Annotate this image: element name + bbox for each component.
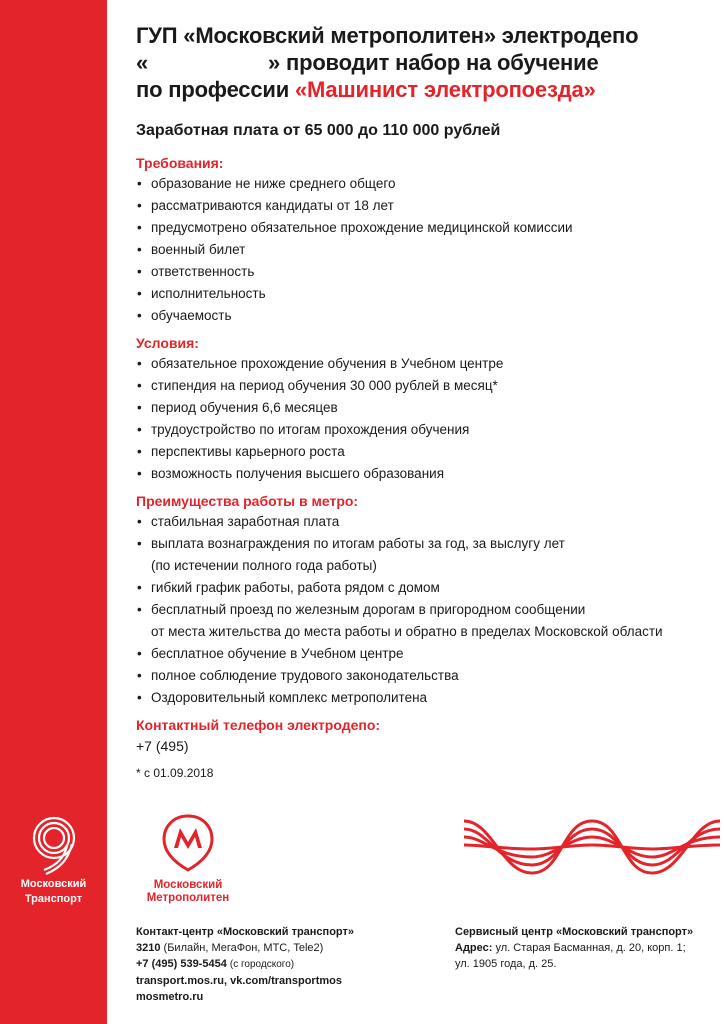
footnote: * с 01.09.2018: [136, 766, 214, 780]
requirements-heading: Требования:: [136, 155, 224, 171]
moscow-transport-logo: [0, 814, 107, 906]
list-item-line1: • бесплатный проезд по железным дорогам в пригородном сообщении: [151, 602, 586, 617]
list-item: • трудоустройство по итогам прохождения обучения: [136, 419, 716, 441]
list-item: • обучаемость: [136, 305, 716, 327]
benefits-list: [136, 511, 716, 709]
salary-line: Заработная плата от 65 000 до 110 000 рублей: [136, 122, 501, 139]
list-item: • Оздоровительный комплекс метрополитена: [136, 687, 716, 709]
requirements-list: [136, 173, 716, 327]
profession-name: «Машинист электропоезда»: [294, 77, 596, 102]
list-item: • предусмотрено обязательное прохождение медицинской комиссии: [136, 217, 716, 239]
contact-center-title: Контакт-центр «Московский транспорт»: [136, 926, 354, 938]
title-line2-close: » проводит набор на обучение: [268, 50, 599, 75]
moscow-metro-logo: [138, 812, 238, 905]
address-line2: ул. 1905 года, д. 25.: [455, 958, 557, 970]
list-item-line2: (по истечении полного года работы): [151, 558, 377, 573]
contact-center-block: [136, 924, 354, 1005]
service-center-block: [455, 924, 693, 972]
list-item: • военный билет: [136, 239, 716, 261]
contact-center-phone: +7 (495) 539-5454: [136, 958, 227, 970]
conditions-heading: Условия:: [136, 335, 199, 351]
short-number: 3210: [136, 942, 161, 954]
list-item: • бесплатное обучение в Учебном центре: [136, 643, 716, 665]
list-item: • стипендия на период обучения 30 000 рублей в месяц*: [136, 375, 716, 397]
wave-pattern-icon: [462, 815, 722, 879]
metro-m-icon: [158, 812, 218, 874]
list-item: • возможность получения высшего образования: [136, 463, 716, 485]
metro-website-link[interactable]: mosmetro.ru: [136, 991, 204, 1003]
list-item: [136, 599, 716, 643]
list-item: • период обучения 6,6 месяцев: [136, 397, 716, 419]
title-line1: ГУП «Московский метрополитен» электродепо: [136, 23, 639, 48]
list-item: • стабильная заработная плата: [136, 511, 716, 533]
title-line2-open: «: [136, 50, 149, 75]
list-item: • гибкий график работы, работа рядом с домом: [136, 577, 716, 599]
address-line1: ул. Старая Басманная, д. 20, корп. 1;: [495, 942, 686, 954]
list-item-line2: от места жительства до места работы и обратно в пределах Московской области: [151, 624, 663, 639]
list-item: • обязательное прохождение обучения в Учебном центре: [136, 353, 716, 375]
transport-logo-line2: Транспорт: [24, 893, 83, 905]
main-content: [136, 22, 716, 781]
list-item: • рассматриваются кандидаты от 18 лет: [136, 195, 716, 217]
metro-logo-line2: Метрополитен: [146, 892, 230, 904]
conditions-list: [136, 353, 716, 485]
title-line3-prefix: по профессии: [136, 77, 290, 102]
contact-heading: Контактный телефон электродепо:: [136, 717, 381, 733]
service-center-title: Сервисный центр «Московский транспорт»: [455, 926, 694, 938]
list-item: [136, 533, 716, 577]
phone-note: (с городского): [229, 959, 295, 970]
list-item: • исполнительность: [136, 283, 716, 305]
list-item: • образование не ниже среднего общего: [136, 173, 716, 195]
benefits-heading: Преимущества работы в метро:: [136, 493, 359, 509]
list-item: • перспективы карьерного роста: [136, 441, 716, 463]
websites-link[interactable]: transport.mos.ru, vk.com/transportmos: [136, 975, 342, 987]
metro-logo-line1: Московский: [153, 879, 223, 891]
depot-phone: +7 (495): [136, 738, 189, 754]
address-label: Адрес:: [455, 942, 493, 954]
short-number-note: (Билайн, МегаФон, МТС, Tele2): [163, 942, 324, 954]
list-item: • ответственность: [136, 261, 716, 283]
transport-logo-line1: Московский: [20, 878, 87, 890]
list-item: • полное соблюдение трудового законодательства: [136, 665, 716, 687]
list-item-line1: • выплата вознаграждения по итогам работы за год, за выслугу лет: [151, 536, 565, 551]
page-title: [136, 22, 716, 103]
transport-nine-icon: [24, 814, 84, 876]
